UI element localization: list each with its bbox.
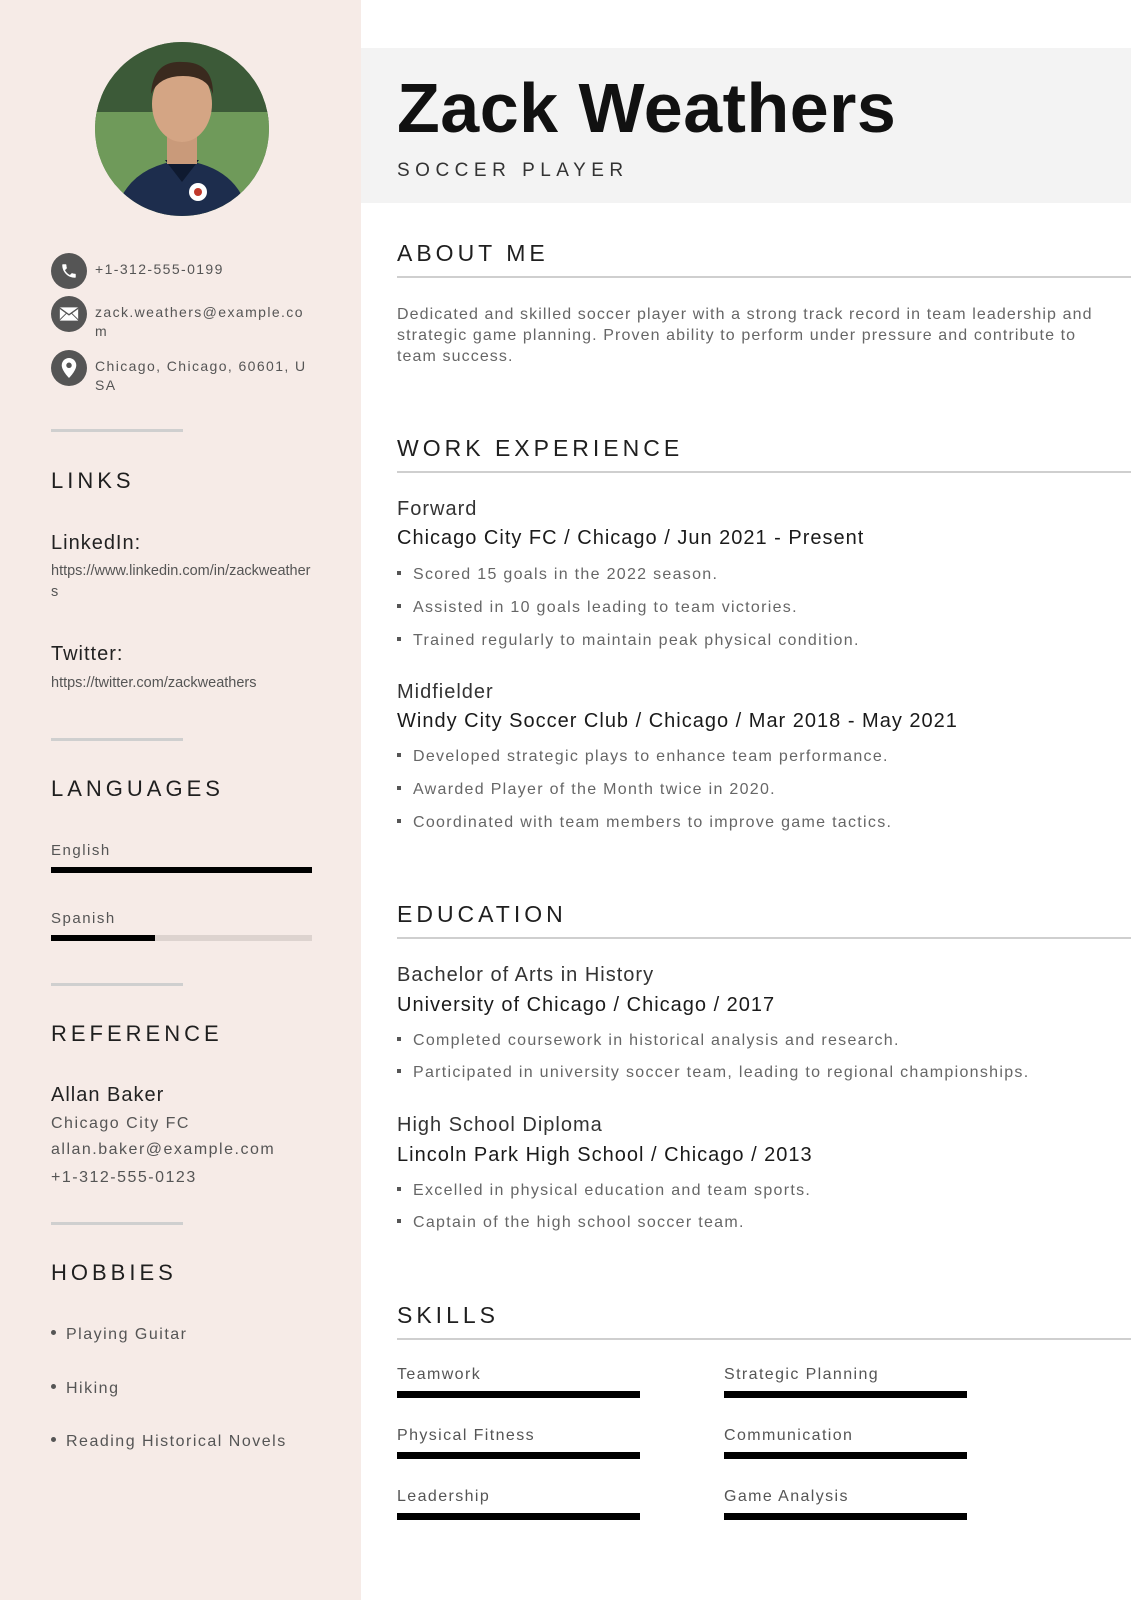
person-name: Zack Weathers (397, 69, 897, 147)
section-rule (397, 276, 1131, 278)
bullet-square (397, 1187, 401, 1191)
email-text[interactable]: zack.weathers@example.com (95, 304, 304, 339)
bullet-square (397, 1069, 401, 1073)
job-bullet (397, 632, 860, 650)
section-rule (397, 471, 1131, 473)
job-bullet (397, 748, 889, 766)
languages-heading: LANGUAGES (51, 776, 224, 801)
job-bullet (397, 781, 776, 799)
hobbies-heading: HOBBIES (51, 1260, 177, 1285)
education-org: Lincoln Park High School / Chicago / 2013 (397, 1144, 813, 1166)
about-text: Dedicated and skilled soccer player with a strong track record in team leadership and strategic game planning. Proven ability to perform under pressure and contribute to team success. (397, 306, 1093, 365)
language-bar-fill (51, 867, 312, 873)
links-heading: LINKS (51, 468, 135, 493)
education-bullet (397, 1182, 811, 1200)
bullet-text: Coordinated with team members to improve game tactics. (413, 814, 893, 831)
location-pin-icon (51, 350, 87, 386)
section-rule (397, 1338, 1131, 1340)
phone-icon (51, 253, 87, 289)
bullet-text: Assisted in 10 goals leading to team victories. (413, 599, 798, 616)
bullet-square (397, 571, 401, 575)
hobby-text: Reading Historical Novels (66, 1433, 287, 1450)
job-org: Windy City Soccer Club / Chicago / Mar 2018 - May 2021 (397, 710, 958, 732)
bullet-square (397, 819, 401, 823)
job-role: Midfielder (397, 681, 494, 703)
bullet-text: Scored 15 goals in the 2022 season. (413, 566, 719, 583)
skill-bar-fill (397, 1391, 640, 1398)
job-title: SOCCER PLAYER (397, 160, 629, 181)
main-content (361, 0, 1131, 1600)
bullet-dot (51, 1384, 56, 1389)
twitter-url[interactable]: https://twitter.com/zackweathers (51, 675, 257, 691)
bullet-square (397, 637, 401, 641)
skill-bar-fill (724, 1391, 967, 1398)
work-heading: WORK EXPERIENCE (397, 435, 684, 461)
sidebar (0, 0, 361, 1600)
phone-text: +1-312-555-0199 (95, 261, 224, 277)
language-bar-spanish (51, 935, 312, 941)
bullet-text: Participated in university soccer team, leading to regional championships. (413, 1064, 1030, 1081)
skill-name: Strategic Planning (724, 1366, 880, 1383)
bullet-text: Developed strategic plays to enhance team performance. (413, 748, 889, 765)
skill-bar-fill (724, 1513, 967, 1520)
skill-bar-fill (397, 1513, 640, 1520)
section-rule (397, 937, 1131, 939)
bullet-text: Awarded Player of the Month twice in 2020. (413, 781, 776, 798)
bullet-square (397, 604, 401, 608)
twitter-label: Twitter: (51, 643, 124, 665)
skill-name: Leadership (397, 1488, 491, 1505)
bullet-square (397, 753, 401, 757)
bullet-square (397, 1037, 401, 1041)
reference-phone: +1-312-555-0123 (51, 1169, 197, 1186)
profile-photo (95, 42, 269, 216)
language-name-spanish: Spanish (51, 910, 116, 927)
language-name-english: English (51, 842, 111, 859)
skill-bar-fill (724, 1452, 967, 1459)
job-org: Chicago City FC / Chicago / Jun 2021 - Present (397, 527, 865, 549)
divider (51, 1222, 183, 1225)
bullet-text: Captain of the high school soccer team. (413, 1214, 745, 1231)
skills-heading: SKILLS (397, 1302, 499, 1328)
divider (51, 738, 183, 741)
reference-company: Chicago City FC (51, 1115, 190, 1132)
skill-bar-fill (397, 1452, 640, 1459)
hobby-text: Playing Guitar (66, 1326, 188, 1343)
language-bar-english (51, 867, 312, 873)
bullet-text: Trained regularly to maintain peak physical condition. (413, 632, 860, 649)
linkedin-label: LinkedIn: (51, 532, 142, 554)
linkedin-url[interactable]: https://www.linkedin.com/in/zackweathers (51, 563, 311, 600)
skill-bar (724, 1452, 967, 1459)
skill-name: Physical Fitness (397, 1427, 535, 1444)
hobby-item (51, 1326, 188, 1344)
divider (51, 983, 183, 986)
reference-heading: REFERENCE (51, 1021, 223, 1046)
education-degree: Bachelor of Arts in History (397, 964, 655, 986)
reference-email[interactable]: allan.baker@example.com (51, 1141, 276, 1158)
reference-name: Allan Baker (51, 1084, 165, 1106)
divider (51, 429, 183, 432)
bullet-square (397, 1219, 401, 1223)
skill-bar (397, 1391, 640, 1398)
mail-icon (51, 296, 87, 332)
job-role: Forward (397, 498, 478, 520)
skill-name: Teamwork (397, 1366, 482, 1383)
bullet-text: Completed coursework in historical analysis and research. (413, 1032, 900, 1049)
hobby-item (51, 1433, 287, 1451)
job-bullet (397, 566, 718, 584)
education-heading: EDUCATION (397, 901, 567, 927)
bullet-dot (51, 1330, 56, 1335)
header-band (361, 48, 1131, 203)
education-bullet (397, 1214, 745, 1232)
education-org: University of Chicago / Chicago / 2017 (397, 994, 776, 1016)
skill-name: Game Analysis (724, 1488, 849, 1505)
hobby-item (51, 1380, 119, 1398)
skill-bar (397, 1452, 640, 1459)
skill-bar (724, 1391, 967, 1398)
bullet-dot (51, 1437, 56, 1442)
education-degree: High School Diploma (397, 1114, 603, 1136)
job-bullet (397, 814, 892, 832)
skill-bar (397, 1513, 640, 1520)
bullet-text: Excelled in physical education and team sports. (413, 1182, 812, 1199)
address-text: Chicago, Chicago, 60601, USA (95, 358, 307, 393)
language-bar-fill (51, 935, 155, 941)
hobby-text: Hiking (66, 1380, 120, 1397)
education-bullet (397, 1032, 900, 1050)
job-bullet (397, 599, 798, 617)
skill-name: Communication (724, 1427, 854, 1444)
about-heading: ABOUT ME (397, 240, 549, 266)
education-bullet (397, 1064, 1029, 1082)
skill-bar (724, 1513, 967, 1520)
bullet-square (397, 786, 401, 790)
